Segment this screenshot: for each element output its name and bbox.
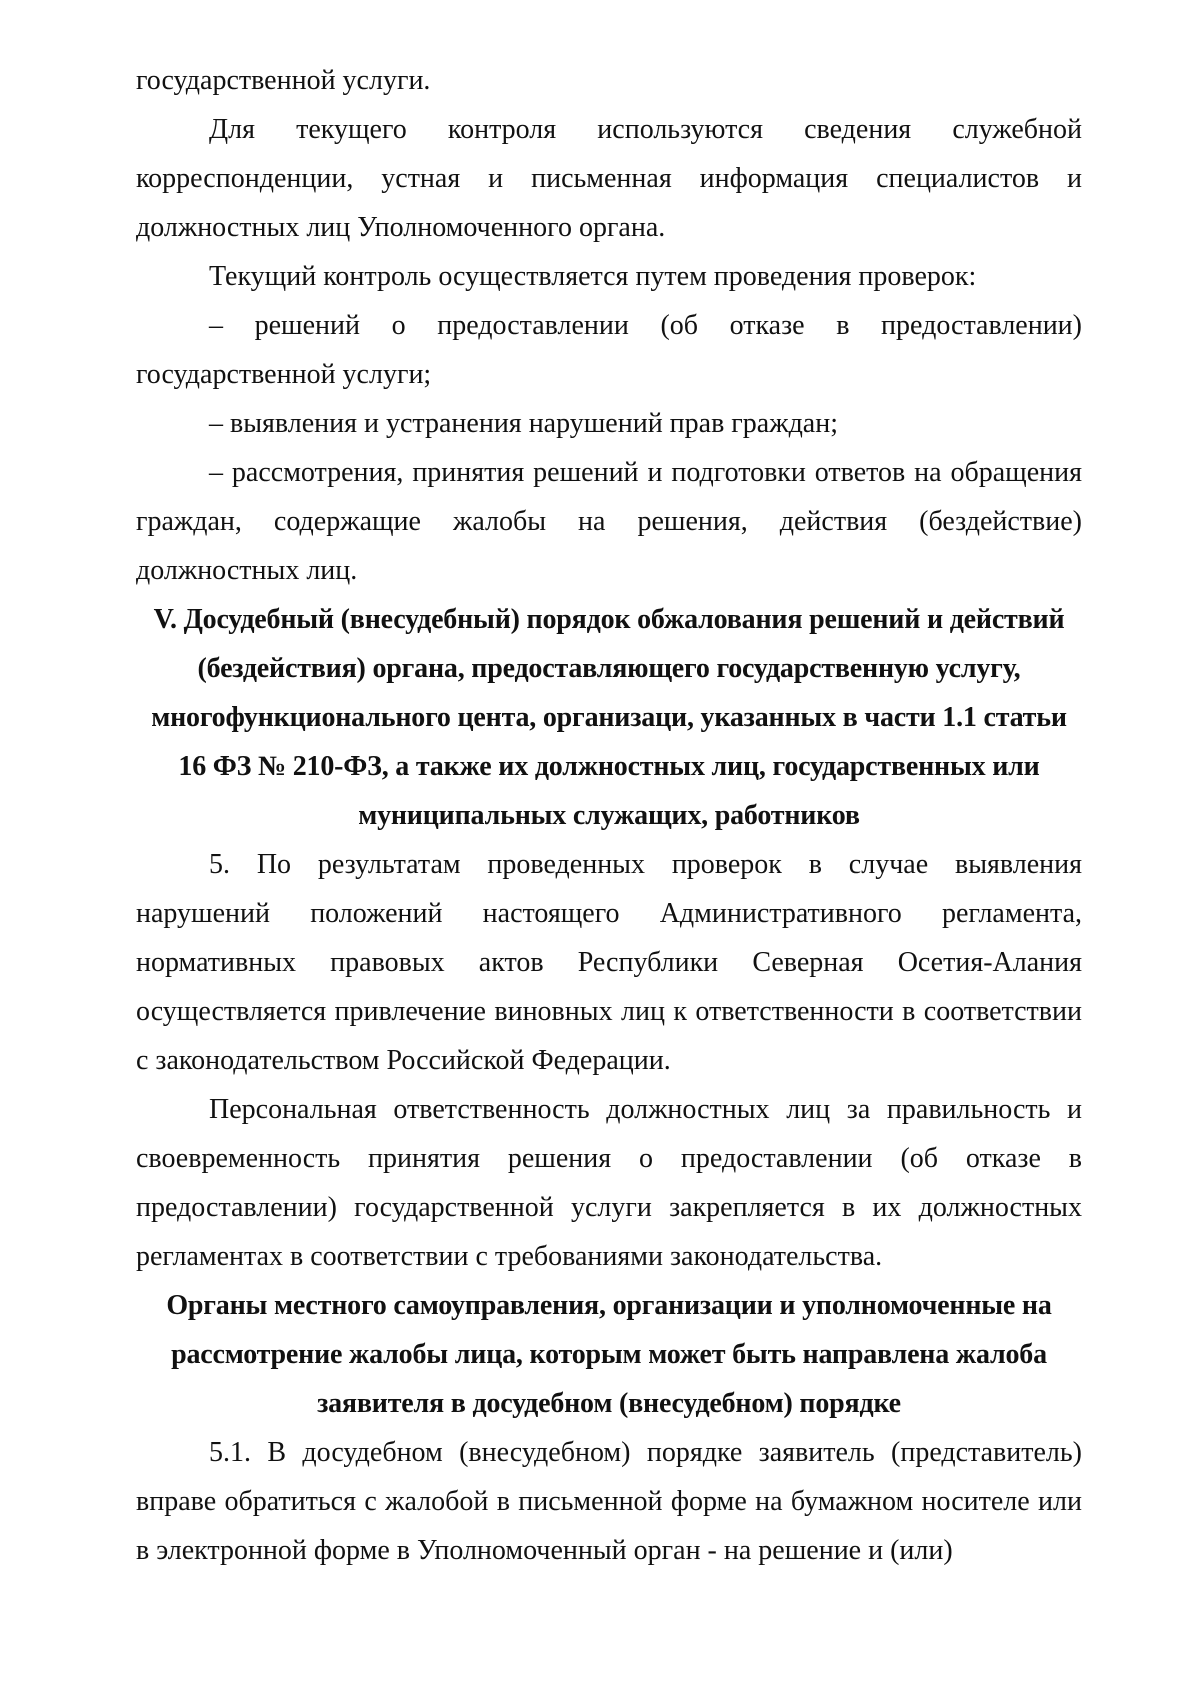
document-body	[136, 56, 1082, 1575]
paragraph-service-end: государственной услуги.	[136, 65, 431, 96]
paragraph-5-1: 5.1. В досудебном (внесудебном) порядке заявитель (представитель) вправе обратиться с жалобой в письменной форме на бумажном носителе или в электронной форме в Уполномоченный орган - на решение и (или)	[136, 1437, 1082, 1566]
subsection-heading-authorities: Органы местного самоуправления, организации и уполномоченные на рассмотрение жалобы лица, которым может быть направлена жалоба заявителя в досудебном (внесудебном) порядке	[166, 1290, 1052, 1419]
paragraph-personal-responsibility: Персональная ответственность должностных лиц за правильность и своевременность принятия решения о предоставлении (об отказе в предоставлении) государственной услуги закрепляется в их должностных регламентах в соответствии с требованиями законодательства.	[136, 1094, 1082, 1272]
paragraph-current-control-checks: Текущий контроль осуществляется путем проведения проверок:	[209, 261, 977, 292]
paragraph-5: 5. По результатам проведенных проверок в случае выявления нарушений положений настоящего Административного регламента, нормативных правовых актов Республики Северная Осетия-Алания осуществляется привлечение виновных лиц к ответственности в соответствии с законодательством Российской Федерации.	[136, 849, 1082, 1076]
list-item-decisions: – решений о предоставлении (об отказе в предоставлении) государственной услуги;	[136, 310, 1082, 390]
paragraph-current-control-sources: Для текущего контроля используются сведения служебной корреспонденции, устная и письменная информация специалистов и должностных лиц Уполномоченного органа.	[136, 114, 1082, 243]
list-item-violations: – выявления и устранения нарушений прав граждан;	[209, 408, 839, 439]
section-heading-v: V. Досудебный (внесудебный) порядок обжалования решений и действий (бездействия) органа, предоставляющего государственную услугу, многофункционального цента, организаци, указанных в части 1.1 статьи 16 ФЗ № 210-ФЗ, а также их должностных лиц, государственных или муниципальных служащих, работников	[151, 604, 1067, 831]
list-item-appeals: – рассмотрения, принятия решений и подготовки ответов на обращения граждан, содержащие жалобы на решения, действия (бездействие) должностных лиц.	[136, 457, 1082, 586]
